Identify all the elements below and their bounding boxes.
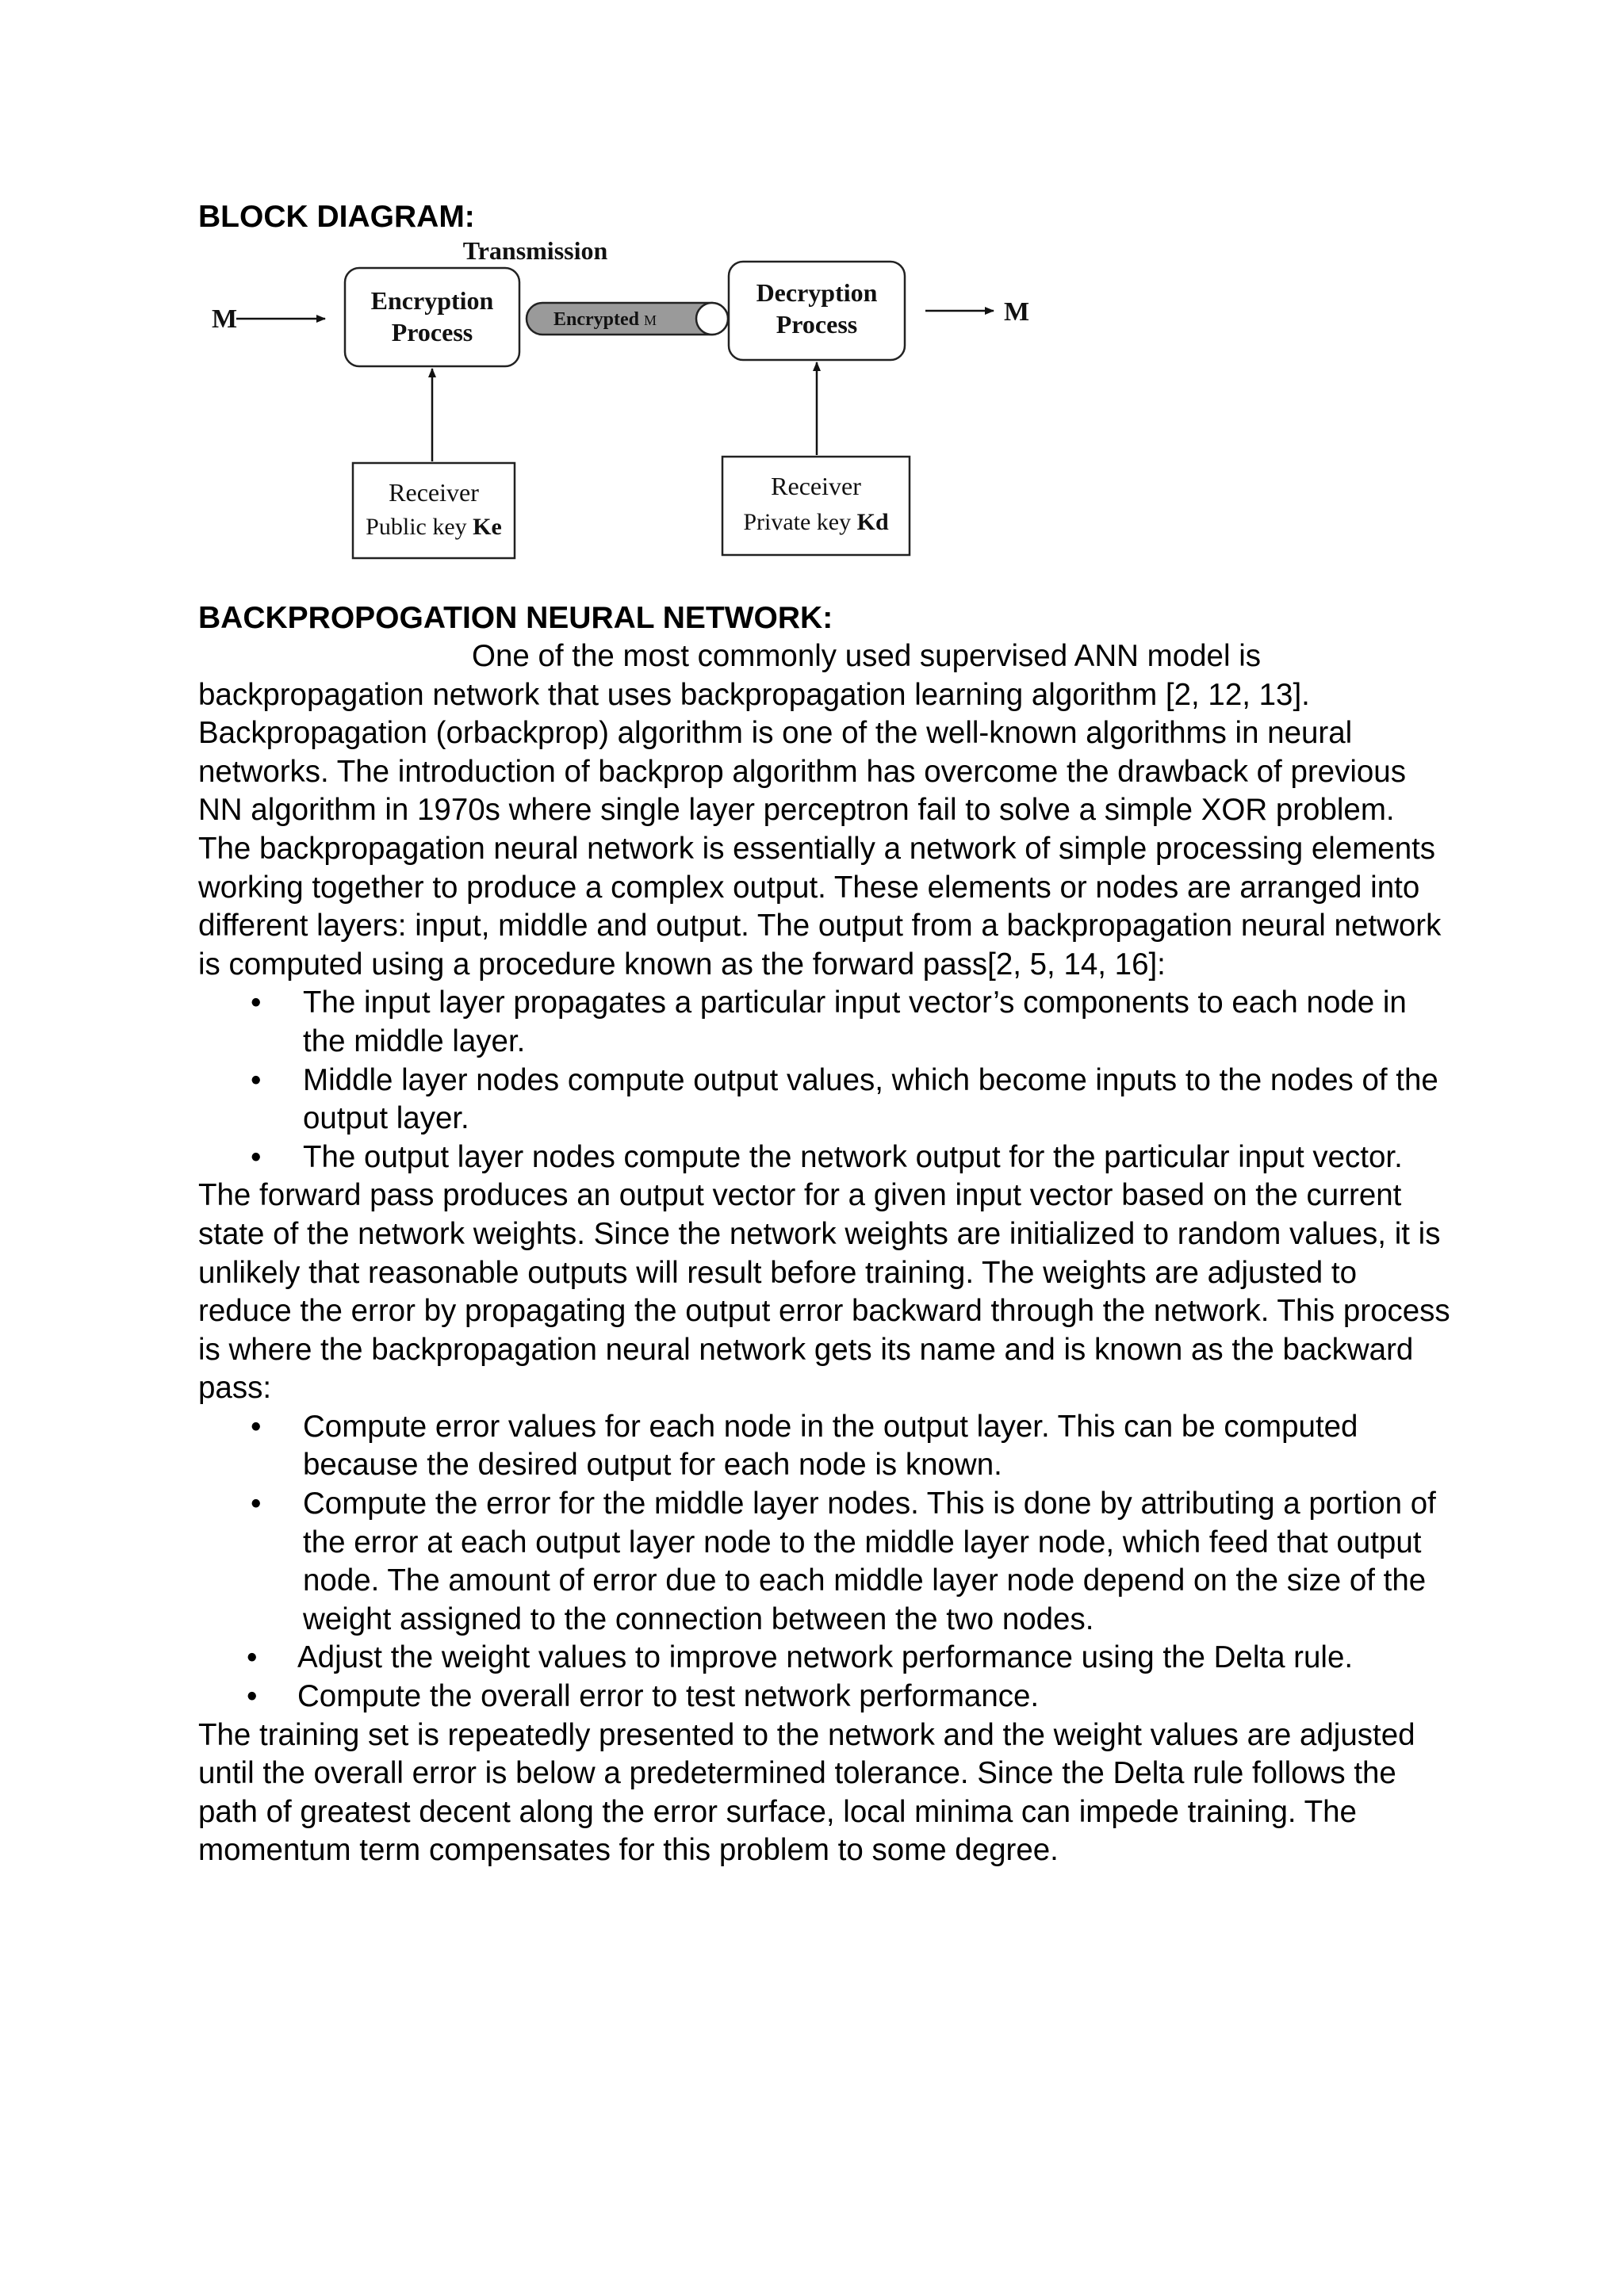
list-item-text: Middle layer nodes compute output values, which become inputs to the nodes of the output layer. — [303, 1062, 1438, 1136]
list-item — [198, 1485, 1451, 1639]
forward-pass-paragraph: The forward pass produces an output vector for a given input vector based on the current state of the network weights. Since the network weights are initialized to random values, it is unlikely that reasonable outputs will result before training. The weights are adjusted to reduce the error by propagating the output error backward through the network. This process is where the backpropagation neural network gets its name and is known as the backward pass: — [198, 1178, 1450, 1406]
list-item-text: Compute error values for each node in the output layer. This can be computed because the desired output for each node is known. — [303, 1409, 1358, 1483]
bullet-icon: • — [247, 1640, 258, 1675]
bullet-icon: • — [251, 1409, 262, 1444]
list-item-text: Compute the error for the middle layer nodes. This is done by attributing a portion of the error at each output layer node to the middle layer node, which feed that output node. The amount of error due to each middle layer node depend on the size of the weight assigned to the connection between the two nodes. — [303, 1487, 1436, 1636]
bullet-icon: • — [251, 985, 262, 1020]
forward-pass-list — [198, 984, 1451, 1177]
list-item-text: The output layer nodes compute the network output for the particular input vector. — [303, 1139, 1403, 1174]
block-diagram — [198, 235, 1039, 568]
public-key-receiver-label: Receiver — [389, 478, 479, 507]
list-item — [198, 984, 1451, 1061]
svg-text:Public key Ke — [366, 514, 502, 540]
encryption-process-label-line1: Encryption — [370, 286, 494, 315]
encrypted-channel-label: Encrypted — [553, 309, 639, 330]
bullet-icon: • — [251, 1139, 262, 1174]
private-key-label: Private key — [743, 509, 857, 535]
private-key-symbol: Kd — [856, 509, 889, 535]
decryption-process-label-line2: Process — [776, 310, 858, 339]
private-key-receiver-label: Receiver — [771, 472, 861, 500]
list-item — [198, 1678, 1451, 1716]
input-message-label: M — [212, 304, 238, 334]
backprop-body — [198, 637, 1451, 1870]
public-key-label: Public key — [366, 514, 473, 540]
public-key-box — [353, 463, 515, 558]
intro-paragraph: One of the most commonly used supervised ANN model is backpropagation network that uses backpropagation learning algorithm [2, 12, 13]. Backpropagation (orbackprop) algorithm is one of the well-known algorithms in neural networks. The introduction of backprop algorithm has overcome the drawback of previous NN algorithm in 1970s where single layer perceptron fail to solve a simple XOR problem. The backpropagation neural network is essentially a network of simple processing elements working together to produce a complex output. These elements or nodes are arranged into different layers: input, middle and output. The output from a backpropagation neural network is computed using a procedure known as the forward pass[2, 5, 14, 16]: — [198, 639, 1442, 982]
svg-text:Private key Kd — [743, 509, 889, 535]
list-item-text: The input layer propagates a particular input vector’s components to each node in the middle layer. — [303, 985, 1407, 1058]
list-item — [198, 1138, 1451, 1177]
backprop-heading: BACKPROPOGATION NEURAL NETWORK: — [198, 601, 833, 635]
list-item — [198, 1639, 1451, 1678]
block-diagram-heading: BLOCK DIAGRAM: — [198, 200, 475, 234]
decryption-process-label-line1: Decryption — [756, 278, 878, 307]
closing-paragraph: The training set is repeatedly presented to the network and the weight values are adjusted until the overall error is below a predetermined tolerance. Since the Delta rule follows the path of greatest decent along the error surface, local minima can impede training. The momentum term compensates for this problem to some degree. — [198, 1717, 1415, 1868]
backward-pass-list — [198, 1408, 1451, 1716]
public-key-symbol: Ke — [473, 514, 502, 540]
encryption-process-box — [345, 268, 519, 366]
output-message-label: M — [1004, 297, 1030, 327]
bullet-icon: • — [251, 1062, 262, 1097]
encrypted-channel-label-suffix: M — [644, 312, 657, 328]
bullet-icon: • — [251, 1487, 262, 1521]
encryption-process-label-line2: Process — [391, 318, 473, 346]
list-item-text: Adjust the weight values to improve network performance using the Delta rule. — [297, 1640, 1354, 1675]
list-item — [198, 1062, 1451, 1138]
list-item — [198, 1408, 1451, 1485]
list-item-text: Compute the overall error to test network performance. — [297, 1679, 1040, 1714]
transmission-label: Transmission — [462, 236, 608, 265]
channel-end-cap — [696, 303, 728, 335]
bullet-icon: • — [247, 1679, 258, 1714]
